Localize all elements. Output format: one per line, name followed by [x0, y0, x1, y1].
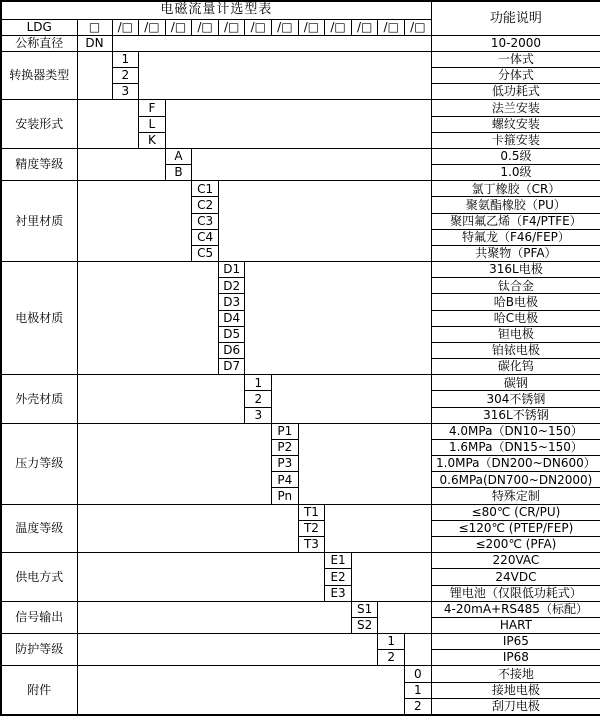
desc-cell: ≤120℃ (PTEP/FEP) — [431, 520, 600, 536]
desc-cell: 特殊定制 — [431, 488, 600, 504]
model-code-slot: /□ — [378, 19, 405, 35]
code-cell: K — [139, 132, 166, 148]
desc-cell: 锂电池（仅限低功耗式） — [431, 585, 600, 601]
desc-cell: 低功耗式 — [431, 84, 600, 100]
desc-cell: 24VDC — [431, 569, 600, 585]
desc-cell: 316L不锈钢 — [431, 407, 600, 423]
desc-cell: 特氟龙（F46/FEP） — [431, 229, 600, 245]
desc-cell: 刮刀电极 — [431, 698, 600, 715]
desc-cell: 卡箍安装 — [431, 132, 600, 148]
section-label: 外壳材质 — [1, 375, 77, 424]
desc-cell: 钽电极 — [431, 326, 600, 342]
desc-cell: 聚四氟乙烯（F4/PTFE） — [431, 213, 600, 229]
dn-code: DN — [77, 35, 112, 51]
section-gap-left — [77, 423, 272, 504]
section-label: 电极材质 — [1, 262, 77, 375]
selection-table-body — [1, 1, 600, 715]
code-cell: T1 — [298, 504, 325, 520]
desc-cell: 0.6MPa(DN700~DN2000) — [431, 472, 600, 488]
model-code-slot: /□ — [298, 19, 325, 35]
model-code-slot: /□ — [192, 19, 219, 35]
function-description-header: 功能说明 — [431, 1, 600, 35]
code-cell: D3 — [218, 294, 245, 310]
model-code-slot: /□ — [325, 19, 352, 35]
section-label: 衬里材质 — [1, 181, 77, 262]
code-cell: C5 — [192, 245, 219, 261]
model-code-slot: /□ — [405, 19, 432, 35]
section-label: 信号输出 — [1, 601, 77, 633]
code-cell: E3 — [325, 585, 352, 601]
code-cell: Pn — [272, 488, 299, 504]
section-gap-right — [272, 375, 432, 424]
code-cell: L — [139, 116, 166, 132]
code-cell: P4 — [272, 472, 299, 488]
section-label: 附件 — [1, 666, 77, 715]
code-cell: 0 — [405, 666, 432, 682]
section-gap-right — [325, 504, 431, 553]
section-label: 压力等级 — [1, 423, 77, 504]
desc-cell: 1.0级 — [431, 165, 600, 181]
section-gap-left — [77, 504, 298, 553]
table-title: 电磁流量计选型表 — [1, 1, 431, 19]
desc-cell: IP68 — [431, 650, 600, 666]
model-code-slot: /□ — [165, 19, 192, 35]
code-cell: T2 — [298, 520, 325, 536]
code-cell: C3 — [192, 213, 219, 229]
desc-cell: 共聚物（PFA） — [431, 245, 600, 261]
desc-cell: 钛合金 — [431, 278, 600, 294]
model-code-slot: /□ — [112, 19, 139, 35]
code-cell: D4 — [218, 310, 245, 326]
code-cell: D1 — [218, 262, 245, 278]
desc-cell: IP65 — [431, 634, 600, 650]
code-cell: P3 — [272, 456, 299, 472]
desc-cell: 碳钢 — [431, 375, 600, 391]
code-cell: D5 — [218, 326, 245, 342]
section-gap-left — [77, 100, 139, 149]
desc-cell: 碳化钨 — [431, 359, 600, 375]
code-cell: 1 — [245, 375, 272, 391]
model-prefix: LDG — [1, 19, 77, 35]
section-label: 温度等级 — [1, 504, 77, 553]
model-code-slot: /□ — [218, 19, 245, 35]
desc-cell: ≤80℃ (CR/PU) — [431, 504, 600, 520]
code-cell: 2 — [245, 391, 272, 407]
section-gap-right — [351, 553, 431, 602]
dn-label: 公称直径 — [1, 35, 77, 51]
code-cell: 3 — [112, 84, 139, 100]
code-cell: 1 — [405, 682, 432, 698]
desc-cell: 哈C电极 — [431, 310, 600, 326]
model-code-slot: /□ — [272, 19, 299, 35]
code-cell: D2 — [218, 278, 245, 294]
section-gap-right — [218, 181, 431, 262]
desc-cell: 316L电极 — [431, 262, 600, 278]
model-code-box: □ — [77, 19, 112, 35]
code-cell: F — [139, 100, 166, 116]
section-gap-left — [77, 262, 218, 375]
code-cell: E2 — [325, 569, 352, 585]
desc-cell: 4-20mA+RS485（标配） — [431, 601, 600, 617]
desc-cell: 聚氨酯橡胶（PU） — [431, 197, 600, 213]
desc-cell: 1.0MPa（DN200~DN600） — [431, 456, 600, 472]
code-cell: D7 — [218, 359, 245, 375]
section-gap-right — [165, 100, 431, 149]
desc-cell: HART — [431, 617, 600, 633]
dn-desc: 10-2000 — [431, 35, 600, 51]
desc-cell: 哈B电极 — [431, 294, 600, 310]
dn-span — [112, 35, 431, 51]
model-code-slot: /□ — [139, 19, 166, 35]
code-cell: 2 — [405, 698, 432, 715]
model-code-slot: /□ — [351, 19, 378, 35]
section-label: 防护等级 — [1, 634, 77, 666]
code-cell: A — [165, 148, 192, 164]
desc-cell: 接地电极 — [431, 682, 600, 698]
code-cell: 3 — [245, 407, 272, 423]
section-gap-right — [139, 51, 432, 100]
desc-cell: 1.6MPa（DN15~150） — [431, 439, 600, 455]
code-cell: 1 — [378, 634, 405, 650]
code-cell: T3 — [298, 537, 325, 553]
desc-cell: 220VAC — [431, 553, 600, 569]
desc-cell: 氯丁橡胶（CR） — [431, 181, 600, 197]
section-label: 转换器类型 — [1, 51, 77, 100]
desc-cell: 4.0MPa（DN10~150） — [431, 423, 600, 439]
section-gap-right — [192, 148, 431, 180]
desc-cell: 分体式 — [431, 68, 600, 84]
code-cell: P2 — [272, 439, 299, 455]
desc-cell: 铂铱电极 — [431, 342, 600, 358]
desc-cell: 螺纹安装 — [431, 116, 600, 132]
section-gap-right — [298, 423, 431, 504]
code-cell: 1 — [112, 51, 139, 67]
section-gap-right — [405, 634, 432, 666]
code-cell: S2 — [351, 617, 378, 633]
section-gap-left — [77, 666, 405, 715]
code-cell: E1 — [325, 553, 352, 569]
code-cell: S1 — [351, 601, 378, 617]
code-cell: P1 — [272, 423, 299, 439]
code-cell: 2 — [378, 650, 405, 666]
code-cell: C1 — [192, 181, 219, 197]
section-label: 供电方式 — [1, 553, 77, 602]
section-gap-left — [77, 601, 351, 633]
code-cell: D6 — [218, 342, 245, 358]
desc-cell: 0.5级 — [431, 148, 600, 164]
section-label: 安装形式 — [1, 100, 77, 149]
code-cell: B — [165, 165, 192, 181]
section-gap-left — [77, 148, 165, 180]
code-cell: C4 — [192, 229, 219, 245]
desc-cell: 一体式 — [431, 51, 600, 67]
code-cell: C2 — [192, 197, 219, 213]
section-gap-left — [77, 181, 192, 262]
section-gap-left — [77, 553, 325, 602]
section-gap-right — [245, 262, 431, 375]
section-label: 精度等级 — [1, 148, 77, 180]
desc-cell: ≤200℃ (PFA) — [431, 537, 600, 553]
code-cell: 2 — [112, 68, 139, 84]
section-gap-left — [77, 51, 112, 100]
desc-cell: 不接地 — [431, 666, 600, 682]
section-gap-left — [77, 375, 245, 424]
section-gap-right — [378, 601, 431, 633]
section-gap-left — [77, 634, 378, 666]
desc-cell: 法兰安装 — [431, 100, 600, 116]
model-code-slot: /□ — [245, 19, 272, 35]
desc-cell: 304不锈钢 — [431, 391, 600, 407]
